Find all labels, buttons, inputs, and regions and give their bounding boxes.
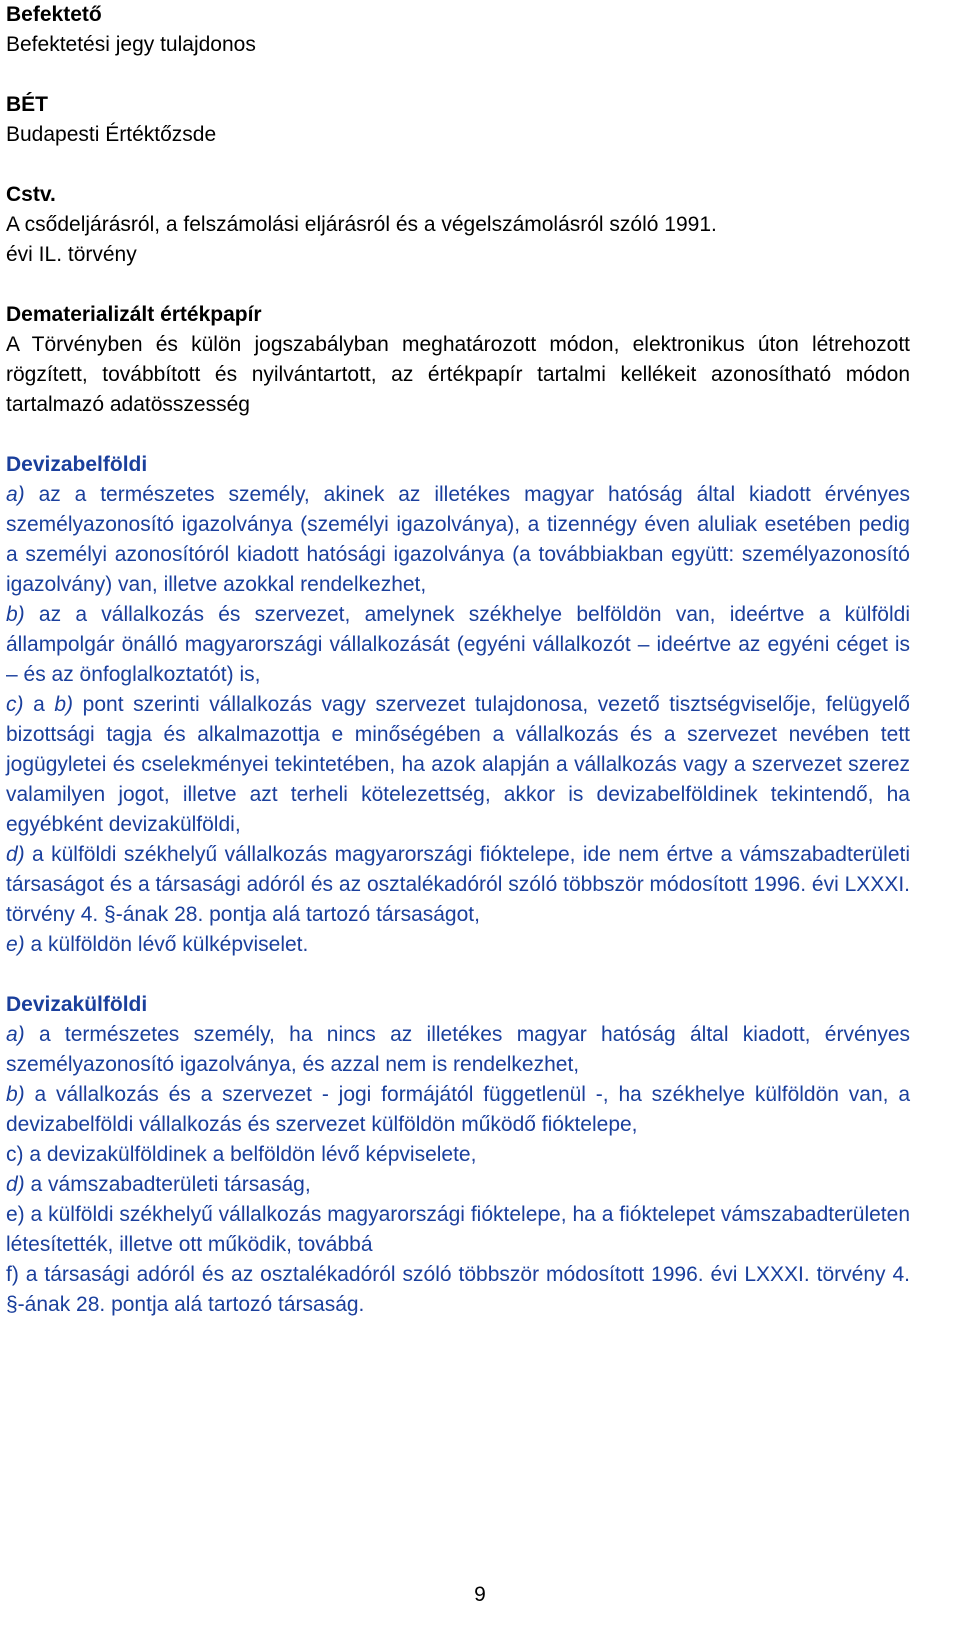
list-item <box>6 690 910 840</box>
glossary-entry-befekteto <box>6 0 910 60</box>
list-item <box>6 480 910 600</box>
glossary-entry-bet <box>6 90 910 150</box>
document-page <box>6 0 910 1350</box>
list-item <box>6 1260 910 1320</box>
item-label-ref: b) <box>54 693 74 716</box>
term-definition: A Törvényben és külön jogszabályban meghatározott módon, elektronikus úton létrehozott rögzített, továbbított és nyilvántartott, az értékpapír tartalmi kellékeit azonosítható módon tartalmazó adatösszesség <box>6 333 910 416</box>
term-heading: Devizabelföldi <box>6 453 148 476</box>
term-heading: Cstv. <box>6 183 56 206</box>
list-item <box>6 1020 910 1080</box>
list-item <box>6 840 910 930</box>
item-text: e) a külföldi székhelyű vállalkozás magyarországi fióktelepe, ha a fióktelepet vámszabadterületen létesítették, illetve ott működik, továbbá <box>6 1203 910 1256</box>
glossary-entry-devizabelfoldi <box>6 450 910 960</box>
item-text: c) a devizakülföldinek a belföldön lévő képviselete, <box>6 1143 477 1166</box>
glossary-entry-cstv <box>6 180 910 270</box>
term-definition: Befektetési jegy tulajdonos <box>6 33 256 56</box>
item-label: e) <box>6 933 25 956</box>
term-heading: Befektető <box>6 3 102 26</box>
item-label: a) <box>6 1023 25 1046</box>
item-text: a <box>23 693 55 716</box>
item-text: a vállalkozás és a szervezet - jogi formájától függetlenül -, ha székhelye külföldön van, a devizabelföldi vállalkozás és szervezet külföldön működő fióktelepe, <box>6 1083 910 1136</box>
term-heading: Dematerializált értékpapír <box>6 303 262 326</box>
term-heading: BÉT <box>6 93 48 116</box>
item-text: a külföldön lévő külképviselet. <box>24 933 309 956</box>
item-text: a vámszabadterületi társaság, <box>24 1173 311 1196</box>
item-text: a természetes személy, ha nincs az illetékes magyar hatóság által kiadott, érvényes személyazonosító igazolványa, és azzal nem is rendelkezhet, <box>6 1023 910 1076</box>
item-label: d) <box>6 1173 25 1196</box>
list-item <box>6 930 910 960</box>
list-item <box>6 600 910 690</box>
list-item <box>6 1080 910 1140</box>
term-heading: Devizakülföldi <box>6 993 148 1016</box>
item-label: c) <box>6 693 24 716</box>
glossary-entry-devizakulfoldi <box>6 990 910 1320</box>
item-label: a) <box>6 483 25 506</box>
item-text: pont szerinti vállalkozás vagy szervezet tulajdonosa, vezető tisztségviselője, felügyelő bizottsági tagja és alkalmazottja e minőségében a vállalkozás és a szervezet nevében tett jogügyletei és cselekményei tekintetében, ha azok alapján a vállalkozás vagy a szervezet szerez valamilyen jogot, illetve azt terheli kötelezettség, akkor is devizabelföldinek tekintendő, ha egyébként devizakülföldi, <box>6 693 910 836</box>
list-item <box>6 1200 910 1260</box>
item-text: az a természetes személy, akinek az illetékes magyar hatóság által kiadott érvényes személyazonosító igazolványa (személyi igazolványa), a tizennégy éven aluliak esetében pedig a személyi azonosítóról kiadott hatósági igazolványa (a továbbiakban együtt: személyazonosító igazolvány) van, illetve azokkal rendelkezhet, <box>6 483 910 596</box>
item-label: b) <box>6 1083 25 1106</box>
term-definition-line: évi IL. törvény <box>6 243 137 266</box>
item-text: f) a társasági adóról és az osztalékadóról szóló többször módosított 1996. évi LXXXI. törvény 4. §-ának 28. pontja alá tartozó társaság. <box>6 1263 910 1316</box>
glossary-entry-dematerializalt <box>6 300 910 420</box>
list-item <box>6 1170 910 1200</box>
item-label: b) <box>6 603 25 626</box>
term-definition-line: A csődeljárásról, a felszámolási eljárásról és a végelszámolásról szóló 1991. <box>6 213 717 236</box>
item-text: az a vállalkozás és szervezet, amelynek székhelye belföldön van, ideértve a külföldi állampolgár önálló magyarországi vállalkozását (egyéni vállalkozót – ideértve az egyéni céget is – és az önfoglalkoztatót) is, <box>6 603 910 686</box>
page-number: 9 <box>474 1583 486 1606</box>
item-label: d) <box>6 843 25 866</box>
term-definition: Budapesti Értéktőzsde <box>6 123 217 146</box>
list-item <box>6 1140 910 1170</box>
item-text: a külföldi székhelyű vállalkozás magyarországi fióktelepe, ide nem értve a vámszabadterületi társaságot és a társasági adóról és az osztalékadóról szóló többször módosított 1996. évi LXXXI. törvény 4. §-ának 28. pontja alá tartozó társaságot, <box>6 843 910 926</box>
